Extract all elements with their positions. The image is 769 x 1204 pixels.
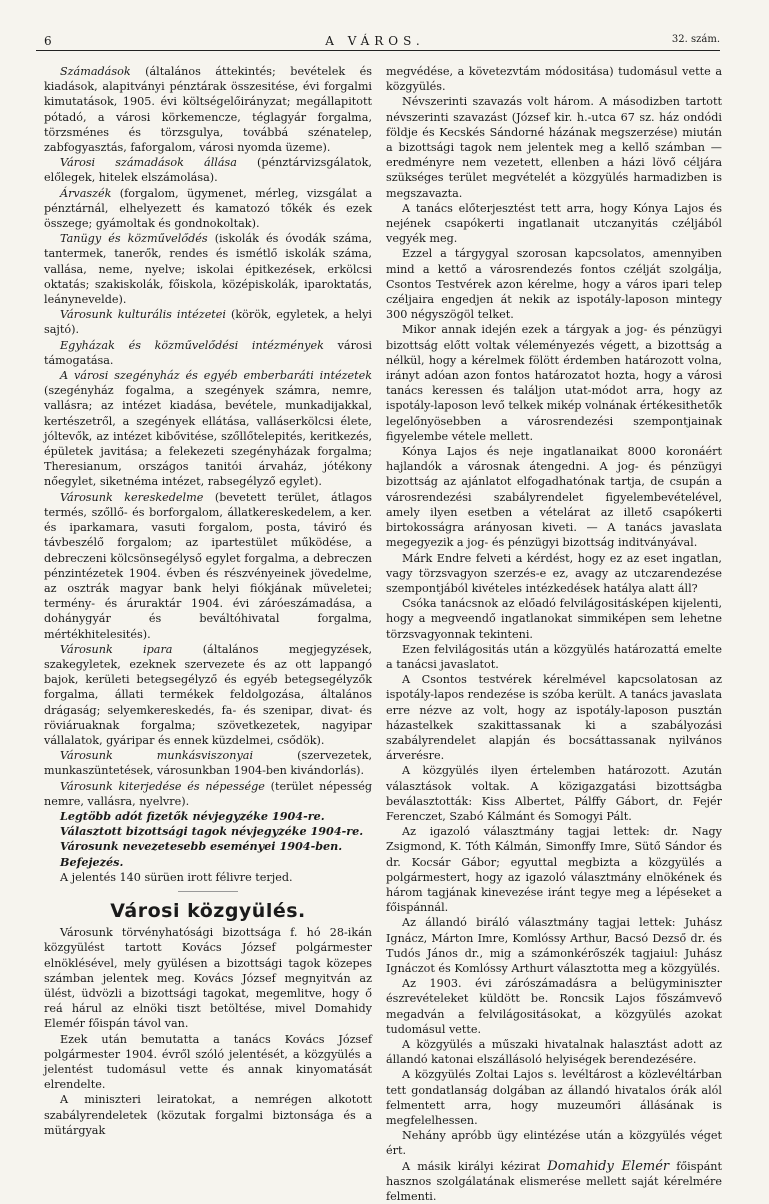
closing-paragraph	[386, 1159, 722, 1204]
page-number: 6	[44, 34, 52, 48]
assembly-paragraph: megvédése, a követezvtám módositása) tudomásul vette a közgyülés.	[386, 65, 722, 94]
right-column	[386, 64, 722, 1204]
report-item	[44, 231, 372, 307]
assembly-paragraph: Városunk törvényhatósági bizottsága f. hó 28-ikán közgyülést tartott Kovács József polgármester elnöklésével, mely gyülésen a bizottsági tagok közepes számban jelentek meg. Kovács József megnyitván az ülést, üdvözli a bizottsági tagokat, megemlitve, hogy ő reá hárul az elnöki tiszt betöltése, mivel Domahidy Elemér főispán távol van.	[44, 926, 372, 1031]
report-item-text: (bevetett terület, átlagos termés, szőllő- és borforgalom, állatkereskedelem, a ker. és iparkamara, vasuti forgalom, posta, táviró és távbeszélő forgalom; az ipartestület működése, a debreczeni kölcsönsegélyső egylet forgalma, a debreczen pénzintézetek 1904. évben és részvényeinek jövedelme, az osztrák magyar bank helyi fiókjának müveletei; termény- és áruraktár 1904. évi záróeszámadása, a dohánygyár és beváltóhivatal forgalma, mértékhitelesités).	[44, 490, 373, 641]
report-item	[44, 155, 372, 185]
report-item-text: (szervezetek, munkaszüntetések, városunkban 1904-ben kivándorlás).	[44, 749, 373, 778]
report-item-lead: Városunk kereskedelme	[60, 490, 204, 504]
header-rule	[36, 50, 720, 51]
assembly-paragraph: Ezen felvilágositás után a közgyülés határozattá emelte a tanácsi javaslatot.	[386, 642, 722, 671]
newspaper-title: A VÁROS.	[325, 34, 425, 48]
report-item	[44, 368, 372, 490]
report-item	[44, 338, 372, 368]
report-item	[44, 748, 372, 778]
report-appendix-list	[44, 809, 372, 870]
report-item-lead: Városunk ipara	[60, 642, 173, 656]
issue-number: 32. szám.	[671, 34, 720, 45]
appendix-line: Választott bizottsági tagok névjegyzéke 1904-re.	[60, 824, 364, 839]
assembly-paragraph: Az igazoló választmány tagjai lettek: dr. Nagy Zsigmond, K. Tóth Kálmán, Simonffy Imre, Sütő Sándor és dr. Kocsár Gábor; egyuttal megbizta a közgyülés a polgármestert, hogy az igazoló választmány elnökének és három tagjának kinevezése iránt tegye meg a lépéseket a főispánnál.	[386, 825, 722, 915]
report-contents	[44, 64, 372, 809]
report-item-lead: Számadások	[60, 65, 131, 78]
report-item-text: városi támogatása.	[44, 338, 372, 367]
assembly-report-start	[44, 925, 372, 1138]
report-item-text: (körök, egyletek, a helyi sajtó).	[44, 308, 373, 337]
page-header	[30, 32, 720, 52]
assembly-paragraph: Ezek után bemutatta a tanács Kovács József polgármester 1904. évről szóló jelentését, a közgyülés a jelentést tudomásul vette és annak kinyomatását elrendelte.	[44, 1032, 372, 1092]
assembly-paragraph: A közgyülés ilyen értelemben határozott. Azután választások voltak. A közigazgatási bizottságba beválasztották: Kiss Albertet, Pálffy Gábort, dr. Fejér Ferenczet, Szabó Kálmánt és Somogyi Pált.	[386, 764, 722, 823]
assembly-paragraph: Mikor annak idején ezek a tárgyak a jog- és pénzügyi bizottság előtt voltak véleményezés végett, a bizottság a nélkül, hogy a kérelmek fölött érdemben határozott volna, irányt adóan azon fontos határozatot hozta, hogy a városi tanács keressen és találjon utat-módot arra, hogy az ispotály-laposon levő telkek mikép volnának értékesithetők legelőnyösebben a városrendezési szempontjainak figyelembe vétele mellett.	[386, 323, 722, 443]
assembly-paragraph: A tanács előterjesztést tett arra, hogy Kónya Lajos és nejének csapókerti ingatlanait utczanyitás czéljából vegyék meg.	[386, 201, 722, 246]
assembly-paragraph: Nehány apróbb ügy elintézése után a közgyülés véget ért.	[386, 1129, 722, 1158]
appendix-line: Befejezés.	[60, 854, 124, 869]
closing-after: főispánt hasznos szolgálatának elismerése mellett saját kérelmére felmenti.	[386, 1159, 723, 1204]
report-item-text: (pénztárvizsgálatok, előlegek, hitelek elszámolása).	[44, 156, 372, 185]
section-title: Városi közgyülés.	[110, 899, 306, 922]
assembly-paragraph: A közgyülés a műszaki hivatalnak halasztást adott az állandó katonai elszállásoló helyiségek berendezésére.	[386, 1038, 722, 1067]
report-item-text: (iskolák és óvodák száma, tantermek, tanerők, rendes és ismétlő iskolák száma, vallása, neme, nyelve; iskolai épitkezések, erkölcsi oktatás; szakiskolák, főiskola, középiskolák, iparoktatás, leánynevelde).	[44, 232, 372, 307]
report-item-lead: Árvaszék	[60, 186, 112, 200]
report-item	[44, 307, 372, 337]
closing-before: A másik királyi kézirat	[402, 1159, 548, 1173]
report-item-lead: Városi számadások állása	[60, 156, 237, 170]
assembly-paragraph: Ezzel a tárgygyal szorosan kapcsolatos, amennyiben mind a kettő a városrendezés fontos czélját szolgálja, Csontos Testvérek azon kérelme, hogy a város ipari telep czéljaira engedjen át nekik az ispotály-laposon mintegy 300 négyszögöl telket.	[386, 247, 722, 322]
report-item-lead: Városunk munkásviszonyai	[60, 749, 254, 763]
assembly-paragraph: A közgyülés Zoltai Lajos s. levéltárost a közlevéltárban tett gondatlanság dolgában az állandó hivatalos órák alól felmentett arra, hogy muzeumőri állásának is megfelelhessen.	[386, 1068, 722, 1128]
report-item	[44, 642, 372, 748]
report-item-lead: Egyházak és közművelődési intézmények	[60, 338, 324, 352]
assembly-paragraph: Márk Endre felveti a kérdést, hogy ez az eset ingatlan, vagy törzsvagyon szerzés-e ez, avagy az utczarendezése szempontjából kivételes intézkedések hatálya alatt áll?	[386, 551, 722, 595]
report-item-lead: Tanügy és közművelődés	[60, 232, 208, 246]
assembly-paragraph: Csóka tanácsnok az előadó felvilágositásképen kijelenti, hogy a megveendő ingatlanokat simmiképen sem lehetne törzsvagyonnak tekinteni.	[386, 597, 722, 641]
report-item	[44, 64, 372, 155]
assembly-paragraph: Névszerinti szavazás volt három. A másodizben tartott névszerinti szavazást (József kir. h.-utca 67 sz. ház ondódi földje és Kecskés Sándorné házának megszerzése) miután a bizottsági tagok nem jelentek meg a kellő számban — eredményre nem vezetett, ellenben a házi lövő céljára szükséges terület megvételét a közgyülés harmadizben is megszavazta.	[386, 95, 722, 200]
appendix-line: Városunk nevezetesebb eseményei 1904-ben.	[60, 839, 343, 854]
report-item-lead: Városunk kiterjedése és népessége	[60, 779, 265, 793]
report-item	[44, 186, 372, 232]
left-column	[44, 64, 372, 1138]
report-item-text: (szegényház fogalma, a szegények számra, nemre, vallásra; az intézet kiadása, bevétele, munkadijakkal, kertészetről, a szegények ellátása, valláserkölcsi élete, jóltevők, az intézet kibővitése, szőllőtelepités, keritkezés, épületek javitása; a felekezeti szegényházak forgalma; Theresianum, országos tanitói árvaház, jótékony nőegylet, siketnéma intézet, rabsegélyző egylet).	[44, 384, 372, 489]
assembly-paragraph: Kónya Lajos és neje ingatlanaikat 8000 koronáért hajlandók a városnak átengedni. A jog- és pénzügyi bizottság az ajánlatot elfogadhatónak tartja, de csupán a városrendezési szabályrendelet figyelembevételével, amely ilyen esetben a vételárat az illető csapókerti birtokosságra arányosan kiveti. — A tanács javaslata megegyezik a jog- és pénzügyi bizottság inditványával.	[386, 445, 722, 550]
report-item-text: (általános áttekintés; bevételek és kiadások, alapitványi pénztárak összesitése, évi forgalmi kimutatások, 1905. évi költségelőirányzat; megállapitott pótadó, a városi körkemencze, téglagyár forgalma, törzsménes és törzsgulya, továbbá szénatelep, zabfogyasztás, faforgalom, városi nyomda üzeme).	[44, 65, 372, 155]
report-item-lead: A városi szegényház és egyéb emberbaráti intézetek	[60, 369, 372, 383]
report-item-lead: Városunk kulturális intézetei	[60, 308, 227, 322]
assembly-paragraph: A Csontos testvérek kérelmével kapcsolatosan az ispotály-lapos rendezése is szóba került. A tanács javaslata erre nézve az volt, hogy az ispotály-laposon pusztán házastelkek szakittassanak ki a szabályozási szabályrendelet alapján és bocsáttassanak nyilvános árverésre.	[386, 673, 722, 763]
report-item	[44, 490, 372, 642]
assembly-report-continued	[386, 64, 722, 1159]
report-item-text: (terület népesség nemre, vallásra, nyelvre).	[44, 779, 372, 808]
report-item	[44, 779, 372, 809]
signature-name: Domahidy Elemér	[547, 1158, 670, 1174]
report-item-text: (általános megjegyzések, szakegyletek, ezeknek szervezete és az ott lappangó bajok, kerületi betegsegélyző és egyéb betegsegélyzők forgalma, állati termékek feldolgozása, általános drágaság; selyemkereskedés, fa- és szenipar, divat- és röviáruaknak forgalma; szövetkezetek, nagyipar vállalatok, gyáripar és ennek küzdelmei, csődök).	[44, 642, 372, 747]
assembly-paragraph: Az állandó biráló választmány tagjai lettek: Juhász Ignácz, Márton Imre, Komlóssy Arthur, Bacsó Dezső dr. és Tudós János dr., mig a számonkérőszék tagjaiul: Juhász Ignáczot és Komlóssy Arthurt választotta meg a közgyülés.	[386, 916, 722, 975]
assembly-paragraph: Az 1903. évi zárószámadásra a belügyminiszter észrevételeket küldött be. Roncsik Lajos főszámvevő megadván a felvilágositásokat, a közgyülés azokat tudomásul vette.	[386, 977, 722, 1036]
report-item-text: (forgalom, ügymenet, mérleg, vizsgálat a pénztárnál, elhelyezett és kamatozó tőkék és ezek összege; gyámoltak és gondnokoltak).	[44, 186, 372, 231]
assembly-paragraph: A miniszteri leiratokat, a nemrégen alkotott szabályrendeletek (közutak forgalmi biztonsága és a mütárgyak	[44, 1093, 372, 1137]
appendix-line: Legtöbb adót fizetők névjegyzéke 1904-re.	[60, 808, 325, 823]
section-divider	[178, 891, 238, 892]
report-closing: A jelentés 140 sürüen irott félivre terjed.	[60, 870, 293, 884]
